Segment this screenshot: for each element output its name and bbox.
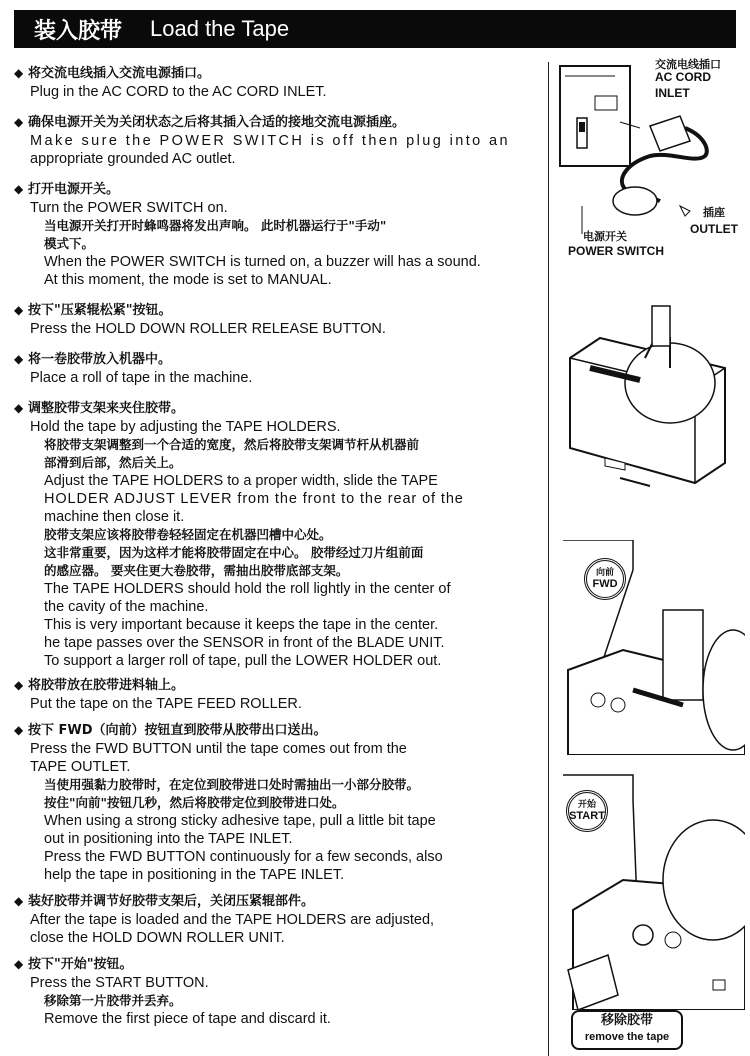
step-text-en: TAPE OUTLET. (30, 759, 131, 775)
ac-inlet-label-zh: 交流电线插口 (655, 58, 721, 71)
step-note-zh: 当使用强黏力胶带时，在定位到胶带进口处时需抽出一小部分胶带。 (44, 777, 420, 792)
step-note-en: Remove the first piece of tape and discard it. (44, 1011, 331, 1027)
step-text-en: appropriate grounded AC outlet. (30, 151, 236, 167)
step-heading-zh: 装好胶带并调节好胶带支架后，关闭压紧辊部件。 (28, 894, 315, 909)
step-text-en: Plug in the AC CORD to the AC CORD INLET. (30, 84, 327, 100)
step-9 (14, 892, 540, 947)
step-heading-zh: 将一卷胶带放入机器中。 (28, 352, 172, 367)
step-note-zh: 移除第一片胶带并丢弃。 (44, 993, 182, 1008)
figure-power-cord (555, 56, 745, 266)
start-button-label-zh: 开始 (577, 800, 596, 810)
step-note-en: When using a strong sticky adhesive tape, pull a little bit tape (44, 813, 436, 829)
step-1 (14, 64, 540, 101)
instruction-list (14, 64, 540, 1033)
step-2 (14, 113, 540, 168)
fwd-button (584, 558, 626, 600)
step-note-en: the cavity of the machine. (44, 599, 209, 615)
step-heading-zh: 调整胶带支架来夹住胶带。 (28, 401, 185, 416)
diamond-bullet-icon: ◆ (14, 182, 24, 196)
section-title-zh: 装入胶带 (34, 18, 123, 44)
step-note-en: out in positioning into the TAPE INLET. (44, 831, 293, 847)
step-note-en: This is very important because it keeps the tape in the center. (44, 617, 439, 633)
step-text-en: Press the HOLD DOWN ROLLER RELEASE BUTTON. (30, 321, 386, 337)
start-button-label-en: START (569, 810, 605, 822)
diamond-bullet-icon: ◆ (14, 401, 24, 415)
step-note-en: help the tape in positioning in the TAPE INLET. (44, 867, 345, 883)
step-text-en: Make sure the POWER SWITCH is off then plug into an (30, 133, 510, 149)
step-note-en: To support a larger roll of tape, pull the LOWER HOLDER out. (44, 653, 442, 669)
step-note-en: The TAPE HOLDERS should hold the roll lightly in the center of (44, 581, 451, 597)
start-button (566, 790, 608, 832)
step-note-en: Adjust the TAPE HOLDERS to a proper width, slide the TAPE (44, 473, 438, 489)
section-header (14, 10, 736, 48)
section-title-en: Load the Tape (150, 16, 290, 41)
diamond-bullet-icon: ◆ (14, 894, 24, 908)
step-note-zh: 这非常重要，因为这样才能将胶带固定在中心。 胶带经过刀片组前面 (44, 545, 424, 560)
step-heading-zh: 将胶带放在胶带进料轴上。 (28, 678, 185, 693)
step-heading-zh: 打开电源开关。 (28, 182, 120, 197)
step-heading-zh: 将交流电线插入交流电源插口。 (28, 66, 211, 81)
step-note-zh: 部滑到后部，然后关上。 (44, 455, 182, 470)
outlet-label-zh: 插座 (703, 206, 725, 219)
step-8 (14, 721, 540, 884)
diamond-bullet-icon: ◆ (14, 723, 24, 737)
step-text-en: close the HOLD DOWN ROLLER UNIT. (30, 930, 285, 946)
step-heading-zh: 确保电源开关为关闭状态之后将其插入合适的接地交流电源插座。 (28, 115, 406, 130)
step-7 (14, 676, 540, 713)
ac-inlet-label-en-2: INLET (655, 86, 690, 100)
step-text-en: Press the FWD BUTTON until the tape comes out from the (30, 741, 407, 757)
step-text-en: Place a roll of tape in the machine. (30, 370, 253, 386)
ac-inlet-label-en: AC CORD (655, 70, 711, 84)
step-note-en: When the POWER SWITCH is turned on, a buzzer will has a sound. (44, 254, 481, 270)
diamond-bullet-icon: ◆ (14, 352, 24, 366)
diamond-bullet-icon: ◆ (14, 66, 24, 80)
remove-tape-label (571, 1010, 683, 1050)
diamond-bullet-icon: ◆ (14, 115, 24, 129)
step-3 (14, 180, 540, 289)
step-text-en: Turn the POWER SWITCH on. (30, 200, 228, 216)
step-6 (14, 399, 540, 670)
step-note-en: machine then close it. (44, 509, 185, 525)
step-note-en: he tape passes over the SENSOR in front of the BLADE UNIT. (44, 635, 445, 651)
step-note-zh: 按住"向前"按钮几秒，然后将胶带定位到胶带进口处。 (44, 795, 345, 810)
power-switch-label-en: POWER SWITCH (568, 244, 664, 258)
step-note-en: HOLDER ADJUST LEVER from the front to the rear of the (44, 491, 464, 507)
step-10 (14, 955, 540, 1028)
tape-machine-illustration (560, 298, 745, 498)
step-note-zh: 胶带支架应该将胶带卷轻轻固定在机器凹槽中心处。 (44, 527, 332, 542)
power-switch-label-zh: 电源开关 (583, 230, 627, 243)
step-text-en: Hold the tape by adjusting the TAPE HOLDERS. (30, 419, 341, 435)
diamond-bullet-icon: ◆ (14, 303, 24, 317)
figure-start-panel (563, 770, 745, 1010)
figure-tape-machine (560, 298, 745, 498)
diamond-bullet-icon: ◆ (14, 957, 24, 971)
figure-fwd-panel (563, 540, 745, 755)
remove-tape-label-en: remove the tape (584, 1031, 670, 1043)
step-text-en: Press the START BUTTON. (30, 975, 209, 991)
outlet-label-en: OUTLET (690, 222, 738, 236)
step-note-en: Press the FWD BUTTON continuously for a few seconds, also (44, 849, 443, 865)
fwd-button-label-zh: 向前 (595, 568, 614, 578)
step-note-zh: 将胶带支架调整到一个合适的宽度，然后将胶带支架调节杆从机器前 (44, 437, 420, 452)
fwd-button-label-en: FWD (592, 578, 618, 590)
step-text-en: Put the tape on the TAPE FEED ROLLER. (30, 696, 302, 712)
step-heading-zh: 按下"开始"按钮。 (28, 957, 133, 972)
step-4 (14, 301, 540, 338)
step-heading-zh: 按下 FWD（向前）按钮直到胶带从胶带出口送出。 (28, 723, 327, 738)
step-heading-zh: 按下"压紧辊松紧"按钮。 (28, 303, 172, 318)
remove-tape-label-zh: 移除胶带 (600, 1013, 653, 1028)
step-text-en: After the tape is loaded and the TAPE HOLDERS are adjusted, (30, 912, 435, 928)
step-note-en: At this moment, the mode is set to MANUAL. (44, 272, 332, 288)
step-note-zh: 模式下。 (44, 236, 95, 251)
column-divider (548, 62, 549, 1056)
diamond-bullet-icon: ◆ (14, 678, 24, 692)
step-note-zh: 当电源开关打开时蜂鸣器将发出声响。 此时机器运行于"手动" (44, 218, 387, 233)
step-5 (14, 350, 540, 387)
step-note-zh: 的感应器。 要夹住更大卷胶带，需抽出胶带底部支架。 (44, 563, 349, 578)
